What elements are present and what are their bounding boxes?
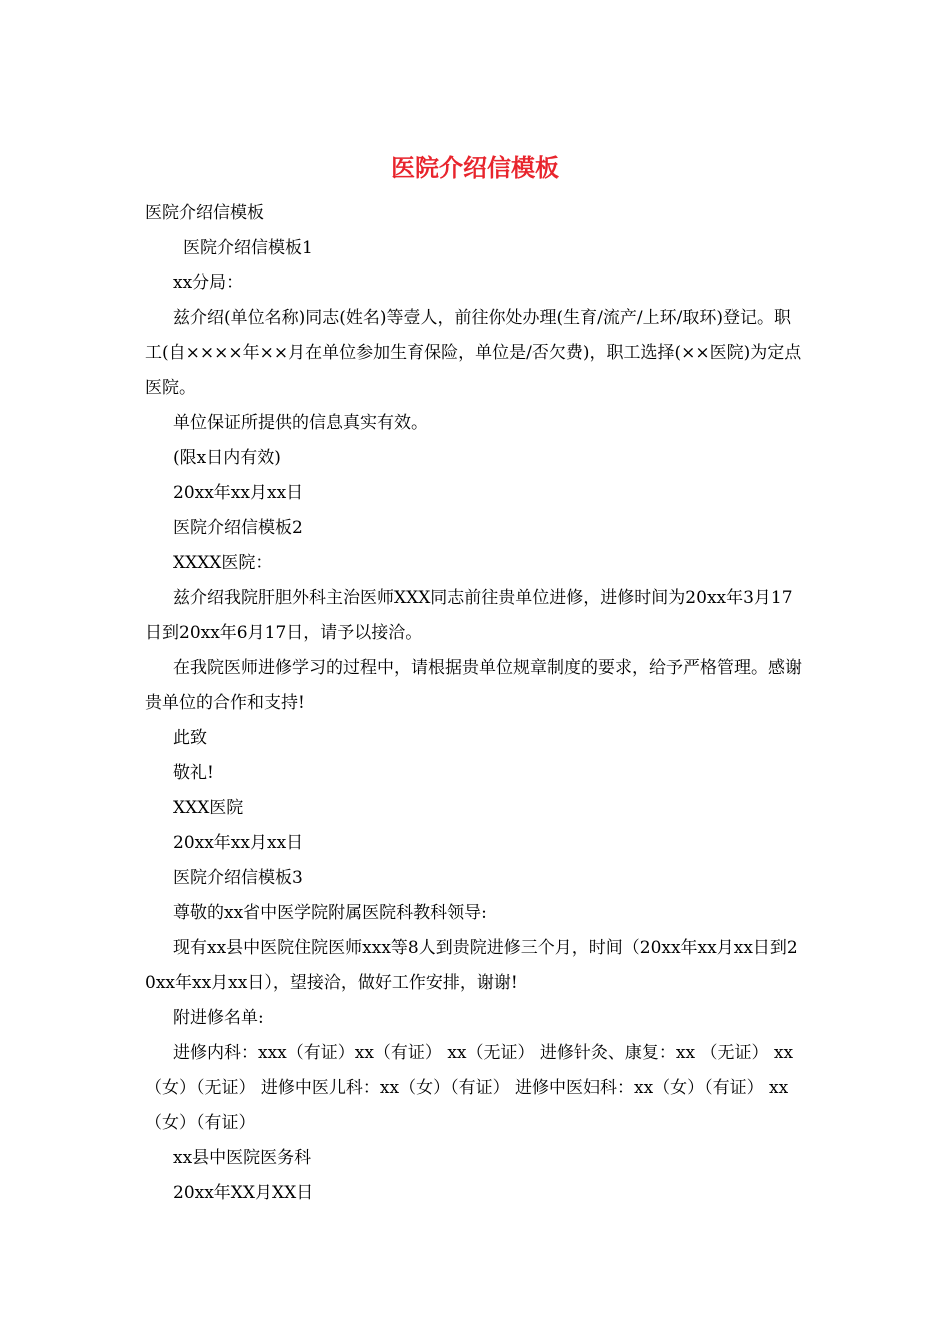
paragraph: 在我院医师进修学习的过程中，请根据贵单位规章制度的要求，给予严格管理。感谢贵单位的合作和支持!	[145, 658, 802, 713]
paragraph: xx分局：	[173, 273, 244, 293]
paragraph: 医院介绍信模板3	[173, 868, 303, 888]
paragraph: 20xx年xx月xx日	[173, 833, 304, 853]
paragraph: 医院介绍信模板	[145, 203, 264, 223]
paragraph: 20xx年xx月xx日	[173, 483, 304, 503]
paragraph: 现有xx县中医院住院医师xxx等8人到贵院进修三个月，时间（20xx年xx月xx日到20xx年xx月xx日），望接洽，做好工作安排，谢谢!	[145, 938, 798, 993]
paragraph: (限x日内有效)	[173, 448, 281, 468]
paragraph: 兹介绍(单位名称)同志(姓名)等壹人，前往你处办理(生育/流产/上环/取环)登记。职工(自××××年××月在单位参加生育保险，单位是/否欠费)，职工选择(××医院)为定点医院。	[145, 308, 802, 398]
paragraph: 敬礼!	[173, 763, 214, 783]
paragraph: 20xx年XX月XX日	[173, 1183, 314, 1203]
paragraph: 尊敬的xx省中医学院附属医院科教科领导:	[173, 903, 487, 923]
paragraph: 进修内科：xxx（有证）xx（有证） xx（无证） 进修针灸、康复：xx （无证） xx（女）（无证） 进修中医儿科：xx（女）（有证） 进修中医妇科：xx（女）（有证） xx（女）（有证）	[145, 1043, 794, 1133]
paragraph: XXXX医院：	[173, 553, 273, 573]
paragraph: 医院介绍信模板1	[183, 238, 313, 258]
document-body	[145, 196, 805, 1211]
document-title: 医院介绍信模板	[391, 153, 559, 182]
paragraph: XXX医院	[173, 798, 244, 818]
paragraph: 附进修名单:	[173, 1008, 264, 1028]
paragraph: 医院介绍信模板2	[173, 518, 303, 538]
paragraph: xx县中医院医务科	[173, 1148, 312, 1168]
paragraph: 兹介绍我院肝胆外科主治医师XXX同志前往贵单位进修，进修时间为20xx年3月17日到20xx年6月17日，请予以接洽。	[145, 588, 793, 643]
paragraph: 此致	[173, 728, 207, 748]
paragraph: 单位保证所提供的信息真实有效。	[173, 413, 428, 433]
